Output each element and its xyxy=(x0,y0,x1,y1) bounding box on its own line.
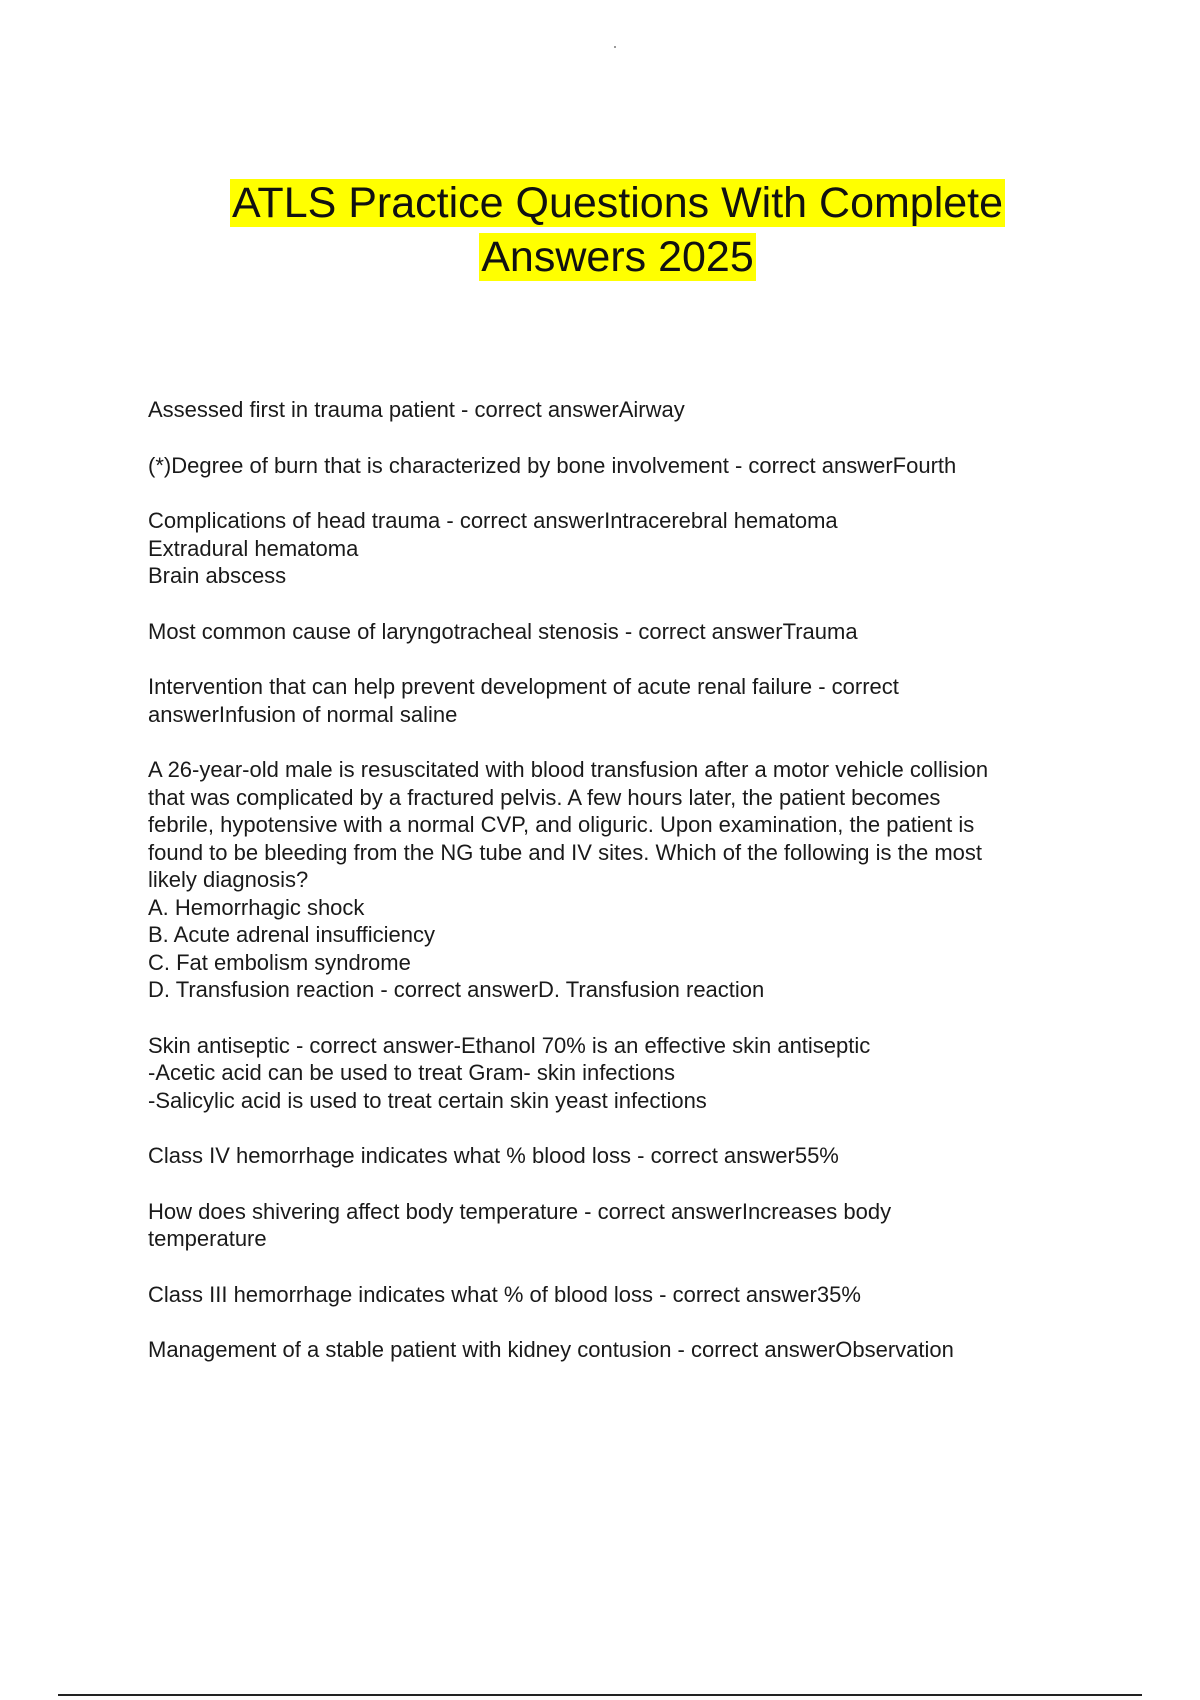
qa-item xyxy=(148,756,1088,1004)
qa-item xyxy=(148,1336,1088,1364)
qa-line: Brain abscess xyxy=(148,563,287,588)
qa-line: A. Hemorrhagic shock xyxy=(148,894,365,920)
qa-line: Most common cause of laryngotracheal stenosis - correct answerTrauma xyxy=(148,618,858,644)
qa-line: -Salicylic acid is used to treat certain skin yeast infections xyxy=(148,1087,707,1113)
qa-item xyxy=(148,1198,1088,1253)
qa-line: Extradural hematoma xyxy=(148,535,359,561)
qa-line: febrile, hypotensive with a normal CVP, and oliguric. Upon examination, the patient is xyxy=(148,812,975,837)
qa-line: Skin antiseptic - correct answer-Ethanol 70% is an effective skin antiseptic xyxy=(148,1032,871,1058)
qa-line: (*)Degree of burn that is characterized by bone involvement - correct answerFourth xyxy=(148,452,957,478)
qa-list xyxy=(148,396,1088,1392)
qa-line: temperature xyxy=(148,1226,267,1251)
qa-line: B. Acute adrenal insufficiency xyxy=(148,922,435,947)
qa-item xyxy=(148,452,1088,480)
title-line-2: Answers 2025 xyxy=(481,233,754,281)
qa-line: likely diagnosis? xyxy=(148,867,309,892)
qa-line: Intervention that can help prevent development of acute renal failure - correct xyxy=(148,674,899,699)
qa-line: C. Fat embolism syndrome xyxy=(148,949,411,975)
qa-line: found to be bleeding from the NG tube and IV sites. Which of the following is the most xyxy=(148,839,983,865)
footer-rule xyxy=(58,1694,1142,1696)
qa-line: Class IV hemorrhage indicates what % blood loss - correct answer55% xyxy=(148,1143,839,1168)
qa-line: Class III hemorrhage indicates what % of blood loss - correct answer35% xyxy=(148,1281,861,1307)
qa-item xyxy=(148,1142,1088,1170)
qa-line: Complications of head trauma - correct answerIntracerebral hematoma xyxy=(148,508,838,533)
qa-item xyxy=(148,507,1088,590)
qa-line: Assessed first in trauma patient - correct answerAirway xyxy=(148,397,685,422)
qa-item xyxy=(148,396,1088,424)
qa-line: How does shivering affect body temperature - correct answerIncreases body xyxy=(148,1198,892,1224)
qa-line: answerInfusion of normal saline xyxy=(148,701,458,727)
qa-line: Management of a stable patient with kidney contusion - correct answerObservation xyxy=(148,1337,954,1362)
qa-item xyxy=(148,1281,1088,1309)
title-line-1: ATLS Practice Questions With Complete xyxy=(231,179,1004,227)
qa-line: that was complicated by a fractured pelvis. A few hours later, the patient becomes xyxy=(148,784,941,810)
scan-speck xyxy=(614,46,616,48)
qa-line: -Acetic acid can be used to treat Gram- skin infections xyxy=(148,1060,676,1085)
qa-line: A 26-year-old male is resuscitated with blood transfusion after a motor vehicle collision xyxy=(148,757,989,782)
qa-item xyxy=(148,1032,1088,1115)
qa-item xyxy=(148,673,1088,728)
document-title xyxy=(100,176,1135,284)
qa-item xyxy=(148,618,1088,646)
qa-line: D. Transfusion reaction - correct answerD. Transfusion reaction xyxy=(148,977,765,1002)
